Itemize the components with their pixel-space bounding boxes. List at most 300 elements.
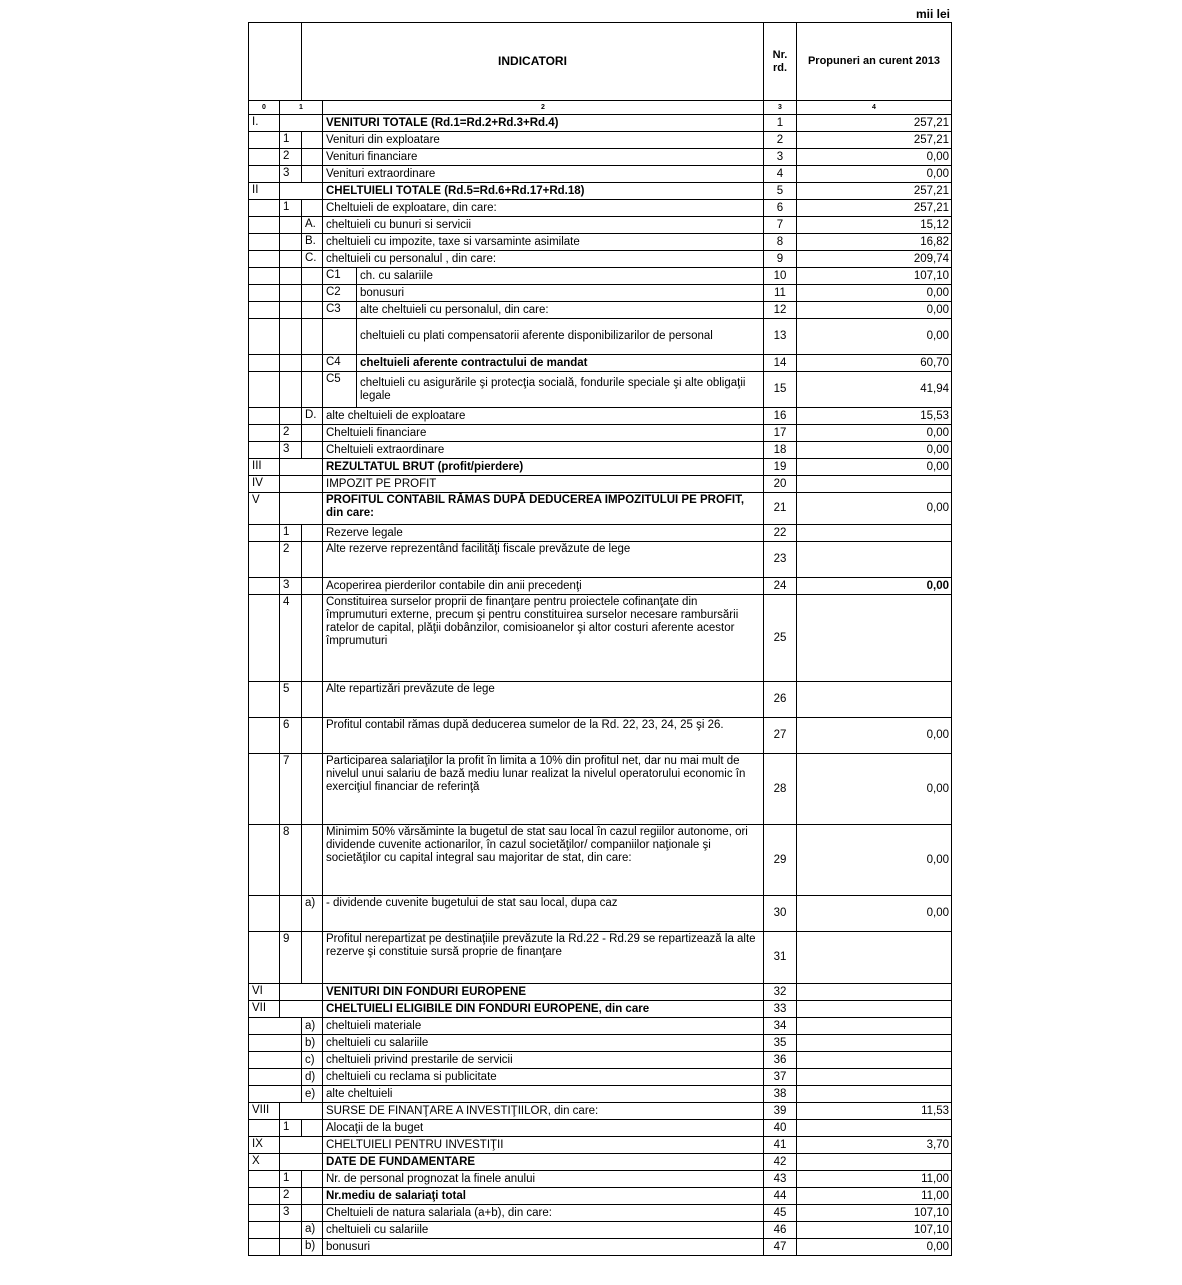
row-letter-blank (302, 825, 323, 896)
row-number: 10 (764, 268, 797, 285)
row-arabic-number: 3 (280, 166, 302, 183)
row-roman-blank (249, 718, 280, 754)
indicator-label: CHELTUIELI PENTRU INVESTIŢII (323, 1137, 764, 1154)
row-subindex-blank (280, 459, 323, 476)
indicator-label: CHELTUIELI TOTALE (Rd.5=Rd.6+Rd.17+Rd.18) (323, 183, 764, 200)
indicator-label: cheltuieli cu bunuri si servicii (323, 217, 764, 234)
row-letter-blank (302, 525, 323, 542)
table-row (249, 525, 952, 542)
table-row (249, 149, 952, 166)
row-arabic-number: 2 (280, 542, 302, 578)
row-value (797, 1069, 952, 1086)
row-arabic-blank (280, 1239, 302, 1256)
row-subindex-blank (280, 1154, 323, 1171)
header-indicatori: INDICATORI (302, 23, 764, 101)
table-row (249, 1120, 952, 1137)
row-number: 28 (764, 754, 797, 825)
row-number: 16 (764, 408, 797, 425)
table-row (249, 754, 952, 825)
row-arabic-number: 6 (280, 718, 302, 754)
row-arabic-number: 2 (280, 149, 302, 166)
table-row (249, 319, 952, 355)
row-roman-blank (249, 1052, 302, 1069)
row-letter: d) (302, 1069, 323, 1086)
row-number: 37 (764, 1069, 797, 1086)
indicator-label: CHELTUIELI ELIGIBILE DIN FONDURI EUROPENE, din care (323, 1001, 764, 1018)
row-sub-code: C1 (323, 268, 357, 285)
row-roman-number: IV (249, 476, 280, 493)
indicator-label: IMPOZIT PE PROFIT (323, 476, 764, 493)
row-number: 7 (764, 217, 797, 234)
row-letter-blank (302, 442, 323, 459)
row-letter-blank (302, 682, 323, 718)
row-roman-blank (249, 372, 280, 408)
row-letter: b) (302, 1035, 323, 1052)
budget-table (248, 22, 952, 1256)
row-letter-blank (302, 200, 323, 217)
row-subindex-blank (280, 984, 323, 1001)
row-subindex-blank (280, 476, 323, 493)
indicator-label: Cheltuieli extraordinare (323, 442, 764, 459)
row-roman-blank (249, 251, 280, 268)
row-value: 257,21 (797, 115, 952, 132)
indicator-label: VENITURI TOTALE (Rd.1=Rd.2+Rd.3+Rd.4) (323, 115, 764, 132)
row-arabic-blank (280, 355, 302, 372)
indicator-label: ch. cu salariile (357, 268, 764, 285)
indicator-label: cheltuieli cu reclama si publicitate (323, 1069, 764, 1086)
row-sub-code: C4 (323, 355, 357, 372)
row-number: 38 (764, 1086, 797, 1103)
row-arabic-blank (280, 217, 302, 234)
row-value: 15,53 (797, 408, 952, 425)
indicator-label: cheltuieli cu asigurările şi protecţia socială, fondurile speciale şi alte obligaţii legale (357, 372, 764, 408)
row-letter: e) (302, 1086, 323, 1103)
table-row (249, 493, 952, 525)
row-arabic-number: 2 (280, 425, 302, 442)
row-number: 19 (764, 459, 797, 476)
row-letter-blank (302, 268, 323, 285)
indicator-label: Rezerve legale (323, 525, 764, 542)
row-value: 41,94 (797, 372, 952, 408)
header-nr-rd: Nr. rd. (764, 23, 797, 101)
table-row (249, 1069, 952, 1086)
row-value: 257,21 (797, 132, 952, 149)
row-number: 14 (764, 355, 797, 372)
row-letter-blank (302, 754, 323, 825)
row-roman-blank (249, 149, 280, 166)
row-value: 0,00 (797, 285, 952, 302)
row-letter-blank (302, 302, 323, 319)
row-value: 0,00 (797, 166, 952, 183)
row-number: 21 (764, 493, 797, 525)
indicator-label: cheltuieli materiale (323, 1018, 764, 1035)
row-arabic-blank (280, 372, 302, 408)
row-arabic-number: 3 (280, 578, 302, 595)
table-row (249, 1239, 952, 1256)
row-subindex-blank (280, 1001, 323, 1018)
table-row (249, 595, 952, 682)
table-row (249, 115, 952, 132)
row-value: 11,53 (797, 1103, 952, 1120)
row-roman-number: X (249, 1154, 280, 1171)
table-row (249, 166, 952, 183)
indicator-label: Alocaţii de la buget (323, 1120, 764, 1137)
row-arabic-number: 2 (280, 1188, 302, 1205)
row-number: 29 (764, 825, 797, 896)
row-number: 40 (764, 1120, 797, 1137)
indicator-label: REZULTATUL BRUT (profit/pierdere) (323, 459, 764, 476)
row-roman-number: V (249, 493, 280, 525)
indicator-label: DATE DE FUNDAMENTARE (323, 1154, 764, 1171)
table-row (249, 183, 952, 200)
row-arabic-blank (280, 268, 302, 285)
indicator-label: alte cheltuieli cu personalul, din care: (357, 302, 764, 319)
table-row (249, 1086, 952, 1103)
row-arabic-number: 3 (280, 442, 302, 459)
row-roman-blank (249, 1018, 302, 1035)
row-number: 33 (764, 1001, 797, 1018)
row-letter-blank (302, 166, 323, 183)
table-row (249, 425, 952, 442)
row-letter-blank (302, 578, 323, 595)
row-arabic-number: 1 (280, 1120, 302, 1137)
row-number: 5 (764, 183, 797, 200)
row-arabic-number: 1 (280, 525, 302, 542)
table-row (249, 459, 952, 476)
row-number: 41 (764, 1137, 797, 1154)
row-number: 26 (764, 682, 797, 718)
row-value: 11,00 (797, 1188, 952, 1205)
unit-label: mii lei (915, 7, 950, 21)
row-value: 107,10 (797, 1222, 952, 1239)
row-roman-blank (249, 302, 280, 319)
table-row (249, 200, 952, 217)
row-value (797, 1120, 952, 1137)
row-value: 0,00 (797, 896, 952, 932)
row-roman-blank (249, 1120, 280, 1137)
table-row (249, 1188, 952, 1205)
row-number: 34 (764, 1018, 797, 1035)
column-index: 3 (764, 101, 797, 115)
row-value: 0,00 (797, 459, 952, 476)
table-row (249, 372, 952, 408)
row-number: 20 (764, 476, 797, 493)
row-number: 6 (764, 200, 797, 217)
row-arabic-blank (280, 251, 302, 268)
row-value: 3,70 (797, 1137, 952, 1154)
row-number: 36 (764, 1052, 797, 1069)
column-index-row (249, 101, 952, 115)
table-row (249, 217, 952, 234)
row-roman-blank (249, 578, 280, 595)
row-letter: c) (302, 1052, 323, 1069)
row-value: 209,74 (797, 251, 952, 268)
row-value: 0,00 (797, 825, 952, 896)
row-number: 23 (764, 542, 797, 578)
column-index: 2 (323, 101, 764, 115)
row-letter-blank (302, 932, 323, 984)
row-roman-blank (249, 1222, 280, 1239)
row-roman-blank (249, 1086, 302, 1103)
indicator-label: Cheltuieli de natura salariala (a+b), din care: (323, 1205, 764, 1222)
table-row (249, 1052, 952, 1069)
indicator-label: Participarea salariaţilor la profit în limita a 10% din profitul net, dar nu mai mult de nivelul unui salariu de bază mediu lunar realizat la nivelul operatorului economic în exerciţiul financiar de referinţă (323, 754, 764, 825)
table-row (249, 1137, 952, 1154)
row-roman-blank (249, 268, 280, 285)
indicator-label: Cheltuieli financiare (323, 425, 764, 442)
row-arabic-number: 1 (280, 1171, 302, 1188)
row-subindex-blank (280, 1103, 323, 1120)
indicator-label: Alte rezerve reprezentând facilităţi fiscale prevăzute de lege (323, 542, 764, 578)
indicator-label: cheltuieli privind prestarile de servicii (323, 1052, 764, 1069)
table-row (249, 442, 952, 459)
row-roman-blank (249, 319, 280, 355)
row-number: 27 (764, 718, 797, 754)
row-roman-blank (249, 1239, 280, 1256)
row-subindex-blank (280, 1137, 323, 1154)
row-value: 16,82 (797, 234, 952, 251)
row-roman-blank (249, 166, 280, 183)
indicator-label: bonusuri (323, 1239, 764, 1256)
indicator-label: SURSE DE FINANŢARE A INVESTIŢIILOR, din care: (323, 1103, 764, 1120)
row-value (797, 542, 952, 578)
row-arabic-number: 9 (280, 932, 302, 984)
row-number: 39 (764, 1103, 797, 1120)
indicator-label: cheltuieli cu impozite, taxe si varsaminte asimilate (323, 234, 764, 251)
row-subindex-blank (280, 115, 323, 132)
row-roman-number: VI (249, 984, 280, 1001)
row-roman-blank (249, 825, 280, 896)
row-value (797, 525, 952, 542)
row-letter: a) (302, 1222, 323, 1239)
row-number: 45 (764, 1205, 797, 1222)
row-value (797, 932, 952, 984)
header-propuneri: Propuneri an curent 2013 (797, 23, 952, 101)
row-number: 13 (764, 319, 797, 355)
row-arabic-blank (280, 285, 302, 302)
indicator-label: Cheltuieli de exploatare, din care: (323, 200, 764, 217)
row-letter-blank (302, 285, 323, 302)
row-letter-blank (302, 542, 323, 578)
row-value: 0,00 (797, 319, 952, 355)
row-value: 0,00 (797, 754, 952, 825)
row-arabic-blank (280, 319, 302, 355)
row-roman-blank (249, 132, 280, 149)
table-row (249, 302, 952, 319)
row-value: 60,70 (797, 355, 952, 372)
row-roman-number: VII (249, 1001, 280, 1018)
table-row (249, 1205, 952, 1222)
row-value (797, 476, 952, 493)
table-row (249, 1018, 952, 1035)
row-letter-blank (302, 1171, 323, 1188)
indicator-label: PROFITUL CONTABIL RĂMAS DUPĂ DEDUCEREA IMPOZITULUI PE PROFIT, din care: (323, 493, 764, 525)
row-sub-code: C5 (323, 372, 357, 408)
row-roman-blank (249, 408, 280, 425)
row-value: 257,21 (797, 200, 952, 217)
indicator-label: Profitul nerepartizat pe destinaţiile prevăzute la Rd.22 - Rd.29 se repartizează la alte rezerve şi constituie sursă proprie de finanţare (323, 932, 764, 984)
table-row (249, 718, 952, 754)
indicator-label: Minimim 50% vărsăminte la bugetul de stat sau local în cazul regiilor autonome, ori dividende cuvenite actionarilor, în cazul societăţilor/ companiilor naţionale şi societăţilor cu capital integral sau majoritar de stat, din care: (323, 825, 764, 896)
table-row (249, 285, 952, 302)
row-letter: b) (302, 1239, 323, 1256)
row-roman-blank (249, 1035, 302, 1052)
row-number: 32 (764, 984, 797, 1001)
indicator-label: Venituri financiare (323, 149, 764, 166)
row-roman-blank (249, 285, 280, 302)
column-index: 0 (249, 101, 280, 115)
row-number: 4 (764, 166, 797, 183)
row-number: 8 (764, 234, 797, 251)
column-index: 1 (280, 101, 323, 115)
row-value: 15,12 (797, 217, 952, 234)
table-row (249, 1222, 952, 1239)
table-row (249, 234, 952, 251)
table-row (249, 896, 952, 932)
row-roman-blank (249, 1205, 280, 1222)
row-value: 107,10 (797, 1205, 952, 1222)
row-number: 43 (764, 1171, 797, 1188)
row-number: 22 (764, 525, 797, 542)
table-row (249, 1035, 952, 1052)
row-roman-blank (249, 217, 280, 234)
row-letter-blank (302, 718, 323, 754)
row-letter-blank (302, 1120, 323, 1137)
row-letter-blank (302, 319, 323, 355)
row-value: 257,21 (797, 183, 952, 200)
table-row (249, 825, 952, 896)
row-arabic-blank (280, 408, 302, 425)
row-number: 3 (764, 149, 797, 166)
row-number: 47 (764, 1239, 797, 1256)
indicator-label: cheltuieli cu salariile (323, 1035, 764, 1052)
row-roman-blank (249, 200, 280, 217)
row-roman-number: I. (249, 115, 280, 132)
row-roman-blank (249, 442, 280, 459)
row-number: 12 (764, 302, 797, 319)
row-letter-blank (302, 149, 323, 166)
table-row (249, 682, 952, 718)
row-arabic-number: 4 (280, 595, 302, 682)
row-letter: a) (302, 896, 323, 932)
row-letter: C. (302, 251, 323, 268)
row-number: 30 (764, 896, 797, 932)
table-row (249, 1154, 952, 1171)
indicator-label: - dividende cuvenite bugetului de stat sau local, dupa caz (323, 896, 764, 932)
row-letter-blank (302, 1205, 323, 1222)
row-value (797, 984, 952, 1001)
row-roman-number: IX (249, 1137, 280, 1154)
table-row (249, 542, 952, 578)
row-roman-blank (249, 542, 280, 578)
row-letter-blank (302, 355, 323, 372)
table-row (249, 1001, 952, 1018)
row-arabic-number: 8 (280, 825, 302, 896)
row-number: 18 (764, 442, 797, 459)
indicator-label: Profitul contabil rămas după deducerea sumelor de la Rd. 22, 23, 24, 25 şi 26. (323, 718, 764, 754)
row-roman-blank (249, 1188, 280, 1205)
row-roman-blank (249, 234, 280, 251)
row-value (797, 595, 952, 682)
row-letter: a) (302, 1018, 323, 1035)
row-value (797, 1018, 952, 1035)
row-value (797, 1035, 952, 1052)
indicator-label: cheltuieli cu plati compensatorii aferente disponibilizarilor de personal (357, 319, 764, 355)
row-arabic-number: 7 (280, 754, 302, 825)
table-row (249, 932, 952, 984)
row-number: 46 (764, 1222, 797, 1239)
row-roman-blank (249, 425, 280, 442)
row-number: 11 (764, 285, 797, 302)
row-arabic-blank (280, 896, 302, 932)
row-number: 44 (764, 1188, 797, 1205)
row-number: 17 (764, 425, 797, 442)
row-number: 2 (764, 132, 797, 149)
indicator-label: Constituirea surselor proprii de finanţare pentru proiectele cofinanţate din împrumuturi externe, precum şi pentru constituirea surselor necesare rambursării ratelor de capital, plăţii dobânzilor, comisioanelor şi altor costuri aferente acestor împrumuturi (323, 595, 764, 682)
header-row (249, 23, 952, 101)
indicator-label: cheltuieli cu personalul , din care: (323, 251, 764, 268)
row-roman-blank (249, 682, 280, 718)
row-letter-blank (302, 372, 323, 408)
row-number: 1 (764, 115, 797, 132)
row-value: 0,00 (797, 1239, 952, 1256)
row-letter: B. (302, 234, 323, 251)
row-roman-blank (249, 932, 280, 984)
row-value: 0,00 (797, 149, 952, 166)
row-number: 24 (764, 578, 797, 595)
row-arabic-number: 3 (280, 1205, 302, 1222)
row-value: 0,00 (797, 493, 952, 525)
indicator-label: alte cheltuieli de exploatare (323, 408, 764, 425)
row-roman-number: VIII (249, 1103, 280, 1120)
header-blank-cell (249, 23, 302, 101)
table-row (249, 1103, 952, 1120)
row-value (797, 1154, 952, 1171)
row-arabic-blank (280, 1222, 302, 1239)
row-value: 0,00 (797, 578, 952, 595)
row-roman-blank (249, 1171, 280, 1188)
row-sub-code: C3 (323, 302, 357, 319)
row-roman-blank (249, 595, 280, 682)
row-arabic-number: 1 (280, 200, 302, 217)
row-value: 0,00 (797, 718, 952, 754)
table-row (249, 268, 952, 285)
table-row (249, 984, 952, 1001)
row-subindex-blank (280, 183, 323, 200)
row-arabic-number: 1 (280, 132, 302, 149)
table-row (249, 1171, 952, 1188)
indicator-label: Acoperirea pierderilor contabile din anii precedenţi (323, 578, 764, 595)
indicator-label: bonusuri (357, 285, 764, 302)
row-roman-blank (249, 896, 280, 932)
row-arabic-blank (280, 302, 302, 319)
table-row (249, 408, 952, 425)
row-value: 107,10 (797, 268, 952, 285)
row-roman-number: III (249, 459, 280, 476)
row-letter-blank (302, 1188, 323, 1205)
row-number: 42 (764, 1154, 797, 1171)
row-value: 0,00 (797, 425, 952, 442)
row-sub-code (323, 319, 357, 355)
row-arabic-blank (280, 234, 302, 251)
row-roman-number: II (249, 183, 280, 200)
row-roman-blank (249, 355, 280, 372)
row-letter: D. (302, 408, 323, 425)
row-value (797, 1052, 952, 1069)
row-number: 35 (764, 1035, 797, 1052)
row-letter-blank (302, 595, 323, 682)
row-arabic-number: 5 (280, 682, 302, 718)
